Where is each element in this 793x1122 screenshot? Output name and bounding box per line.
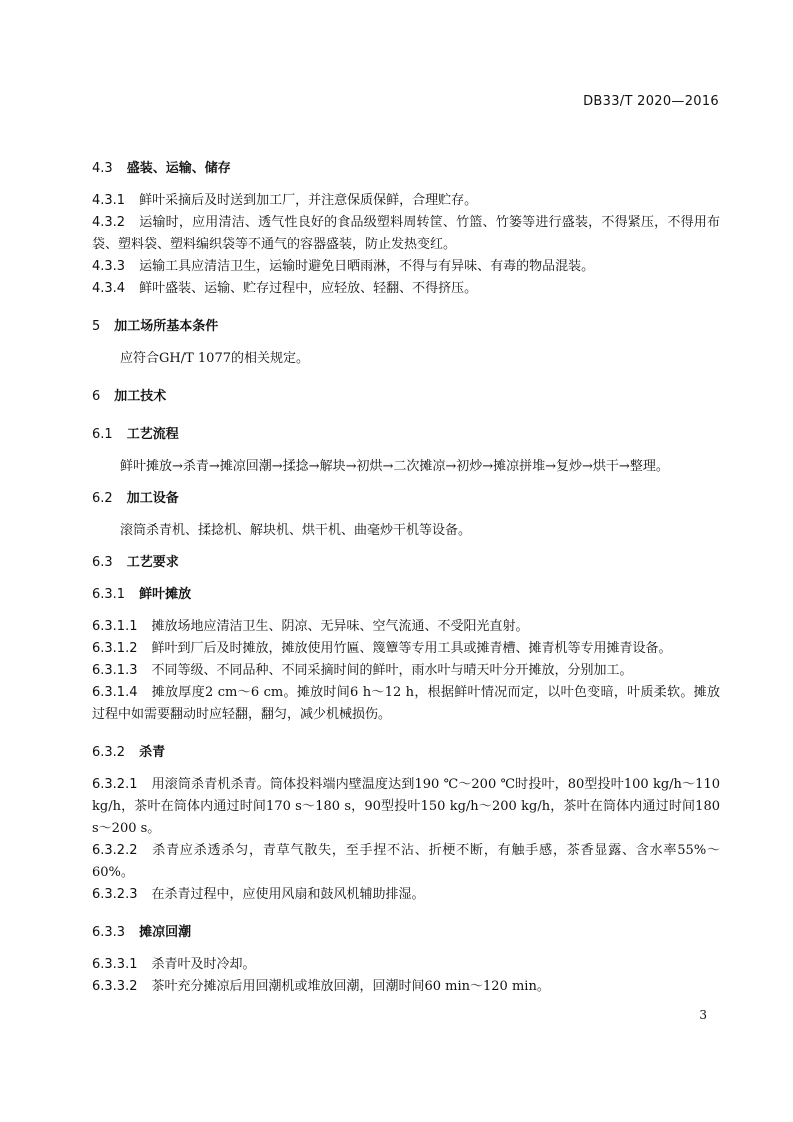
clause-6-3-1-2 xyxy=(92,638,720,660)
section-title: 加工设备 xyxy=(126,491,179,506)
clause-text: 鲜叶采摘后及时送到加工厂，并注意保质保鲜，合理贮存。 xyxy=(139,193,478,208)
clause-4-3-2 xyxy=(92,212,720,256)
clause-6-3-1-4 xyxy=(92,682,720,726)
section-6-3-2-heading xyxy=(92,742,720,764)
clause-text: 运输工具应清洁卫生，运输时避免日晒雨淋，不得与有异味、有毒的物品混装。 xyxy=(139,259,595,274)
clause-number: 6.3.1.3 xyxy=(92,663,138,678)
section-number: 6.2 xyxy=(92,491,113,506)
section-title: 工艺流程 xyxy=(126,427,179,442)
section-title: 加工场所基本条件 xyxy=(114,319,219,334)
clause-text: 用滚筒杀青机杀青。筒体投料端内壁温度达到190 ℃～200 ℃时投叶，80型投叶100 kg/h～110 kg/h，茶叶在筒体内通过时间170 s～180 s，90型投叶150 kg/h～200 kg/h，茶叶在筒体内通过时间180 s～200 s。 xyxy=(92,777,720,836)
clause-6-3-1-1 xyxy=(92,616,720,638)
clause-number: 6.3.1.4 xyxy=(92,685,138,700)
section-number: 4.3 xyxy=(92,161,113,176)
clause-number: 6.3.1.2 xyxy=(92,641,138,656)
section-6-heading xyxy=(92,386,720,408)
clause-text: 不同等级、不同品种、不同采摘时间的鲜叶，雨水叶与晴天叶分开摊放，分别加工。 xyxy=(151,663,633,678)
section-6-2-heading xyxy=(92,488,720,510)
process-flow-text: 鲜叶摊放→杀青→摊凉回潮→揉捻→解块→初烘→二次摊凉→初炒→摊凉拼堆→复炒→烘干→整理。 xyxy=(120,459,669,474)
clause-text: 摊放厚度2 cm～6 cm。摊放时间6 h～12 h，根据鲜叶情况而定，以叶色变暗，叶质柔软。摊放过程中如需要翻动时应轻翻，翻匀，减少机械损伤。 xyxy=(92,685,720,722)
document-code: DB33/T 2020—2016 xyxy=(583,94,719,109)
section-title: 摊凉回潮 xyxy=(139,925,192,940)
section-6-3-1-heading xyxy=(92,584,720,606)
section-title: 加工技术 xyxy=(114,389,167,404)
clause-number: 6.3.2.1 xyxy=(92,777,138,792)
clause-number: 4.3.2 xyxy=(92,215,126,230)
clause-number: 6.3.3.1 xyxy=(92,957,138,972)
section-title: 杀青 xyxy=(139,745,166,760)
section-number: 6.3.2 xyxy=(92,745,126,760)
section-number: 6.3 xyxy=(92,555,113,570)
clause-number: 4.3.3 xyxy=(92,259,126,274)
clause-6-3-1-3 xyxy=(92,660,720,682)
section-4-3-heading xyxy=(92,158,720,180)
clause-6-3-3-1 xyxy=(92,954,720,976)
section-5-heading xyxy=(92,316,720,338)
section-title: 鲜叶摊放 xyxy=(139,587,192,602)
clause-4-3-4 xyxy=(92,278,720,300)
clause-text: 运输时，应用清洁、透气性良好的食品级塑料周转筐、竹篮、竹篓等进行盛装，不得紧压，不得用布袋、塑料袋、塑料编织袋等不通气的容器盛装，防止发热变红。 xyxy=(92,215,720,252)
section-title: 盛装、运输、储存 xyxy=(126,161,231,176)
clause-number: 6.3.2.3 xyxy=(92,887,138,902)
page-number: 3 xyxy=(699,1008,707,1022)
clause-number: 6.3.2.2 xyxy=(92,843,138,858)
section-6-1-heading xyxy=(92,424,720,446)
clause-number: 4.3.1 xyxy=(92,193,126,208)
clause-4-3-3 xyxy=(92,256,720,278)
section-number: 6.3.1 xyxy=(92,587,126,602)
clause-text: 鲜叶到厂后及时摊放，摊放使用竹匾、篾簟等专用工具或摊青槽、摊青机等专用摊青设备。 xyxy=(151,641,672,656)
clause-text: 杀青叶及时冷却。 xyxy=(151,957,256,972)
clause-6-3-2-1 xyxy=(92,774,720,840)
clause-text: 茶叶充分摊凉后用回潮机或堆放回潮，回潮时间60 min～120 min。 xyxy=(151,979,550,994)
clause-number: 6.3.3.2 xyxy=(92,979,138,994)
clause-6-3-3-2 xyxy=(92,976,720,998)
section-5-text: 应符合GH/T 1077的相关规定。 xyxy=(120,351,309,366)
clause-number: 6.3.1.1 xyxy=(92,619,138,634)
section-number: 6.3.3 xyxy=(92,925,126,940)
section-6-3-3-heading xyxy=(92,922,720,944)
equipment-text: 滚筒杀青机、揉捻机、解块机、烘干机、曲毫炒干机等设备。 xyxy=(120,523,472,538)
clause-4-3-1 xyxy=(92,190,720,212)
section-title: 工艺要求 xyxy=(126,555,179,570)
clause-text: 在杀青过程中，应使用风扇和鼓风机辅助排湿。 xyxy=(151,887,425,902)
clause-text: 鲜叶盛装、运输、贮存过程中，应轻放、轻翻、不得挤压。 xyxy=(139,281,478,296)
clause-6-3-2-3 xyxy=(92,884,720,906)
section-number: 6.1 xyxy=(92,427,113,442)
section-number: 5 xyxy=(92,319,101,334)
clause-text: 摊放场地应清洁卫生、阴凉、无异味、空气流通、不受阳光直射。 xyxy=(151,619,529,634)
clause-6-3-2-2 xyxy=(92,840,720,884)
clause-text: 杀青应杀透杀匀，青草气散失，至手捏不沾、折梗不断，有触手感，茶香显露、含水率55%～60%。 xyxy=(92,843,720,880)
page-body xyxy=(92,158,720,998)
section-number: 6 xyxy=(92,389,101,404)
clause-number: 4.3.4 xyxy=(92,281,126,296)
section-6-3-heading xyxy=(92,552,720,574)
